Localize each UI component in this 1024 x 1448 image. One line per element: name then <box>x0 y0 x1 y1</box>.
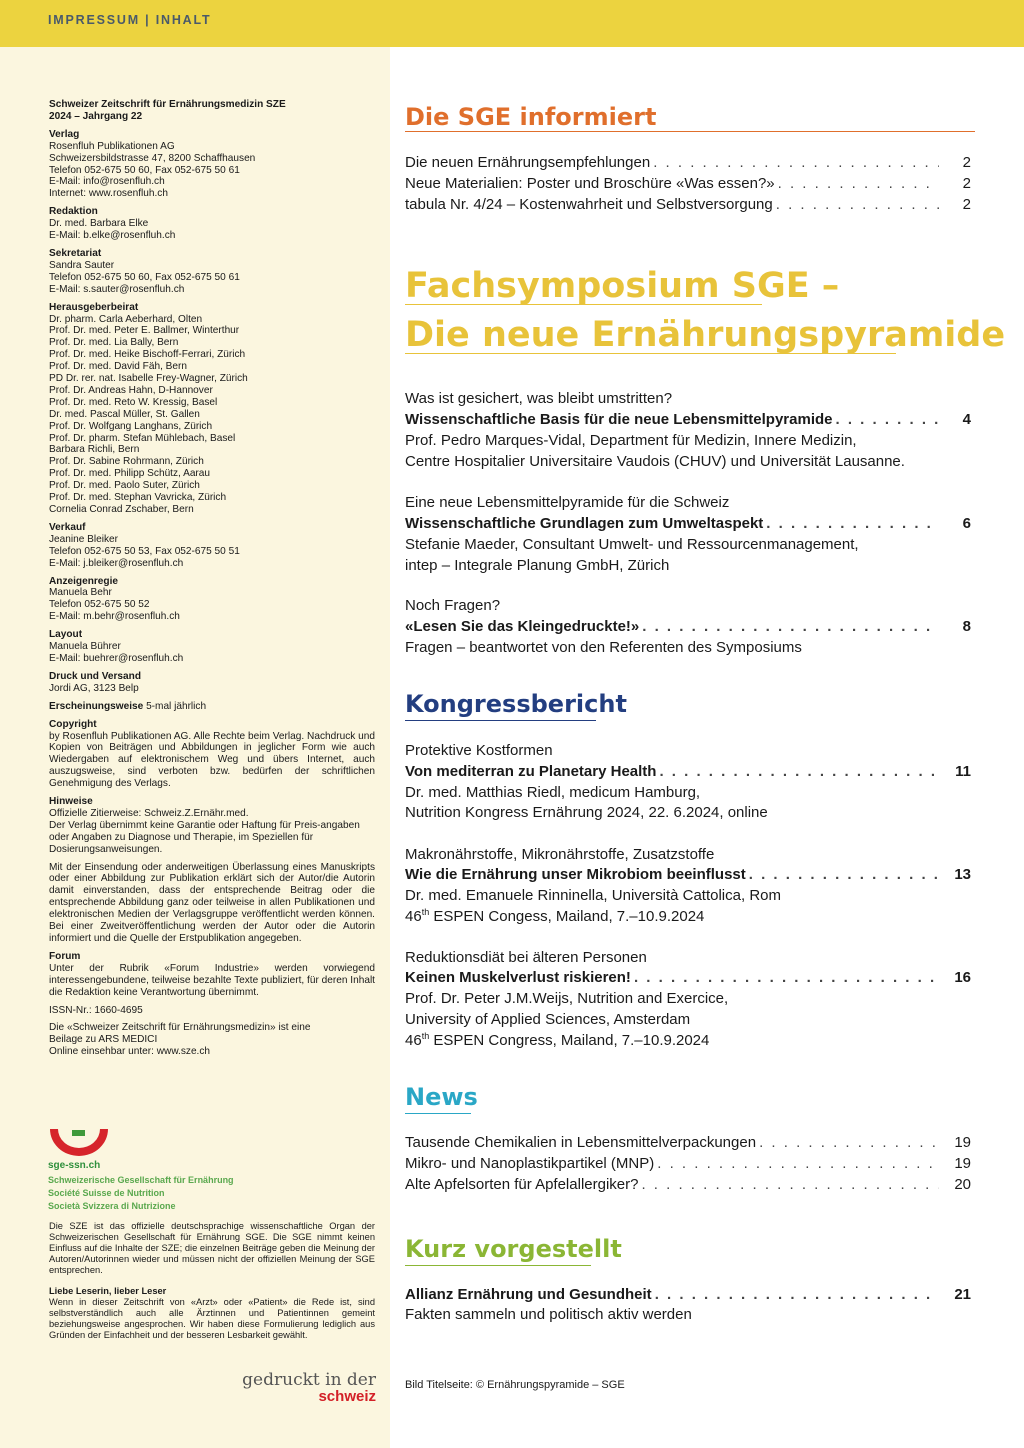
beirat-member: PD Dr. rer. nat. Isabelle Frey-Wagner, Zürich <box>49 373 248 385</box>
reader-heading: Liebe Leserin, lieber Leser <box>49 1286 167 1296</box>
reader-text: Wenn in dieser Zeitschrift von «Arzt» oder «Patient» die Rede ist, sind selbstverständlich auch alle Ärztinnen und Patientinnen gemeint beziehungsweise angesprochen. Wir haben diese Formulierung lediglich aus Gründen der Einfachheit und der besseren Lesbarkeit gewählt. <box>49 1297 375 1340</box>
toc-author: Centre Hospitalier Universitaire Vaudois (CHUV) und Universität Lausanne. <box>405 453 905 470</box>
hinweis-block: Hinweise Offizielle Zitierweise: Schweiz.Z.Ernähr.med. Der Verlag übernimmt keine Garantie oder Haftung für Preis-angaben oder Angaben zu Diagnose und Therapie, im Speziellen für Dosierungsanweisungen. Mit der Einsendung oder anderweitigen Überlassung eines Manuskripts oder einer Abbildung zur Publikation erklärt sich der Autor/die Autorin damit einverstanden, dass der entsprechende Beitrag oder die entsprechende Abbildung ganz oder teilweise in allen Publikationen und elektronischen Medien der Verlagsgruppe veröffentlicht werden können. Bei einer Zweitveröffentlichung werden der Autor oder die Autorin informiert und die Quelle der Erstpublikation angegeben. <box>49 796 375 944</box>
beirat-member: Prof. Dr. med. Philipp Schütz, Aarau <box>49 468 211 480</box>
toc-author: Prof. Dr. Peter J.M.Weijs, Nutrition and Exercice, <box>405 990 729 1007</box>
toc-author: Prof. Pedro Marques-Vidal, Department für Medizin, Innere Medizin, <box>405 432 857 449</box>
section-kurz-rule <box>405 1265 591 1266</box>
logo-brand: sge-ssn.ch <box>48 1160 101 1171</box>
symposium-title-line1: Fachsymposium SGE – <box>405 266 840 306</box>
section-news-title: News <box>405 1083 478 1111</box>
verlag-block: Verlag Rosenfluh Publikationen AG Schweizersbildstrasse 47, 8200 Schaffhausen Telefon 052-675 50 60, Fax 052-675 50 61 E-Mail: info@rosenfluh.ch Internet: www.rosenfluh.ch <box>49 128 256 200</box>
beirat-member: Prof. Dr. Andreas Hahn, D-Hannover <box>49 384 213 396</box>
beirat-member: Prof. Dr. med. David Fäh, Bern <box>49 361 188 373</box>
beirat-member: Cornelia Conrad Zschaber, Bern <box>49 504 194 515</box>
symposium-underline-1 <box>405 304 762 305</box>
toc-kicker: Noch Fragen? <box>405 597 501 614</box>
beirat-member: Prof. Dr. Sabine Rohrmann, Zürich <box>49 456 204 468</box>
toc-author: Fragen – beantwortet von den Referenten des Symposiums <box>405 639 802 656</box>
toc-event: 46th ESPEN Congress, Mailand, 7.–10.9.2024 <box>405 1031 710 1049</box>
toc-entry[interactable]: tabula Nr. 4/24 – Kostenwahrheit und Selbstversorgung . . . 2 <box>405 195 971 215</box>
verkauf-block: Verkauf Jeanine Bleiker Telefon 052-675 50 53, Fax 052-675 50 51 E-Mail: j.bleiker@rosenfluh.ch <box>49 521 240 569</box>
sge-logo-icon <box>48 1127 110 1159</box>
journal-name: Schweizer Zeitschrift für Ernährungsmedizin SZE <box>49 99 286 110</box>
toc-entry[interactable]: Von mediterran zu Planetary Health . . . 11 <box>405 762 971 782</box>
beirat-member: Prof. Dr. med. Peter E. Ballmer, Winterthur <box>49 325 240 337</box>
logo-org-it: Società Svizzera di Nutrizione <box>48 1201 176 1211</box>
toc-kicker: Makronährstoffe, Mikronährstoffe, Zusatzstoffe <box>405 846 715 863</box>
toc-event: 46th ESPEN Congess, Mailand, 7.–10.9.2024 <box>405 907 705 925</box>
logo-org-fr: Société Suisse de Nutrition <box>48 1188 165 1198</box>
header-label: IMPRESSUM | INHALT <box>48 13 212 27</box>
sge-logo <box>48 1127 278 1217</box>
layout-block: Layout Manuela Bührer E-Mail: buehrer@rosenfluh.ch <box>49 629 184 664</box>
symposium-title-line2: Die neue Ernährungspyramide <box>405 315 1006 355</box>
erscheinung-block: Erscheinungsweise 5-mal jährlich <box>49 700 207 712</box>
beirat-member: Barbara Richli, Bern <box>49 444 140 456</box>
beilage-block: Die «Schweizer Zeitschrift für Ernährungsmedizin» ist eine Beilage zu ARS MEDICI Online einsehbar unter: www.sze.ch <box>49 1022 311 1058</box>
section-news-rule <box>405 1113 471 1114</box>
toc-author: Stefanie Maeder, Consultant Umwelt- und Ressourcenmanagement, <box>405 536 859 553</box>
symposium-underline-2 <box>405 353 896 354</box>
toc-entry[interactable]: Wissenschaftliche Grundlagen zum Umweltaspekt . . . 6 <box>405 514 971 534</box>
legal-notes <box>49 1221 375 1341</box>
section-kongress-rule <box>405 720 596 721</box>
druck-block: Druck und Versand Jordi AG, 3123 Belp <box>49 670 141 694</box>
toc-entry[interactable]: Die neuen Ernährungsempfehlungen . . . 2 <box>405 153 971 173</box>
journal-year: 2024 – Jahrgang 22 <box>49 110 143 122</box>
section-sge-title: Die SGE informiert <box>405 103 657 131</box>
toc-entry[interactable]: Allianz Ernährung und Gesundheit . . . 21 <box>405 1285 971 1305</box>
toc-author: University of Applied Sciences, Amsterdam <box>405 1011 691 1028</box>
toc-author: Dr. med. Emanuele Rinninella, Università Cattolica, Rom <box>405 887 781 904</box>
section-kongress-title: Kongressbericht <box>405 690 627 718</box>
beirat-member: Prof. Dr. pharm. Stefan Mühlebach, Basel <box>49 432 236 444</box>
toc-kicker: Eine neue Lebensmittelpyramide für die Schweiz <box>405 494 730 511</box>
beirat-block: Herausgeberbeirat Dr. pharm. Carla Aeberhard, Olten Prof. Dr. med. Peter E. Ballmer, Winterthur Prof. Dr. med. Lia Bally, Bern Prof. Dr. med. Heike Bischoff-Ferrari, Zürich Prof. Dr. med. David Fäh, Bern PD Dr. rer. nat. Isabelle Frey-Wagner, Zürich Prof. Dr. Andreas Hahn, D-Hannover Prof. Dr. med. Reto W. Kressig, Basel Dr. med. Pascal Müller, St. Gallen Prof. Dr. Wolfgang Langhans, Zürich Prof. Dr. pharm. Stefan Mühlebach, Basel Barbara Richli, Bern Prof. Dr. Sabine Rohrmann, Zürich Prof. Dr. med. Philipp Schütz, Aarau Prof. Dr. med. Paolo Suter, Zürich Prof. Dr. med. Stephan Vavricka, Zürich Cornelia Conrad Zschaber, Bern <box>49 302 375 516</box>
beirat-member: Prof. Dr. med. Paolo Suter, Zürich <box>49 480 200 492</box>
issn: ISSN-Nr.: 1660-4695 <box>49 1004 143 1016</box>
toc-entry[interactable]: «Lesen Sie das Kleingedruckte!» . . . 8 <box>405 617 971 637</box>
toc-entry[interactable]: Keinen Muskelverlust riskieren! . . . 16 <box>405 968 971 988</box>
toc-entry[interactable]: Wissenschaftliche Basis für die neue Lebensmittelpyramide . . . 4 <box>405 410 971 430</box>
beirat-member: Prof. Dr. Wolfgang Langhans, Zürich <box>49 420 213 432</box>
toc-author: Dr. med. Matthias Riedl, medicum Hamburg, <box>405 784 701 801</box>
toc-author: Nutrition Kongress Ernährung 2024, 22. 6.2024, online <box>405 804 768 821</box>
beirat-member: Prof. Dr. med. Heike Bischoff-Ferrari, Zürich <box>49 349 246 361</box>
beirat-member: Dr. pharm. Carla Aeberhard, Olten <box>49 313 203 325</box>
toc-entry[interactable]: Tausende Chemikalien in Lebensmittelverpackungen . . . 19 <box>405 1133 971 1153</box>
beirat-member: Dr. med. Pascal Müller, St. Gallen <box>49 408 200 420</box>
toc-kicker: Protektive Kostformen <box>405 742 553 759</box>
redaktion-block: Redaktion Dr. med. Barbara Elke E-Mail: b.elke@rosenfluh.ch <box>49 206 176 242</box>
section-kurz-title: Kurz vorgestellt <box>405 1235 622 1263</box>
toc-author: intep – Integrale Planung GmbH, Zürich <box>405 557 670 574</box>
toc-entry[interactable]: Neue Materialien: Poster und Broschüre «Was essen?» . . . 2 <box>405 174 971 194</box>
logo-org-de: Schweizerische Gesellschaft für Ernährung <box>48 1175 234 1185</box>
impressum <box>49 99 375 1064</box>
beirat-member: Prof. Dr. med. Stephan Vavricka, Zürich <box>49 492 227 504</box>
section-sge-rule <box>405 131 975 132</box>
copyright-block: Copyright by Rosenfluh Publikationen AG. Alle Rechte beim Verlag. Nachdruck und Kopien von Beiträgen und Abbildungen in jeglicher Form wie auch Wiedergaben auf elektronischem Weg und übers Internet, auch auszugsweise, sind verboten bzw. bedürfen der schriftlichen Genehmigung des Verlags. <box>49 718 375 790</box>
toc-entry[interactable]: Wie die Ernährung unser Mikrobiom beeinflusst . . . 13 <box>405 865 971 885</box>
beirat-member: Prof. Dr. med. Lia Bally, Bern <box>49 337 179 349</box>
toc-author: Fakten sammeln und politisch aktiv werden <box>405 1306 692 1323</box>
beirat-member: Prof. Dr. med. Reto W. Kressig, Basel <box>49 396 218 408</box>
toc-entry[interactable]: Mikro- und Nanoplastikpartikel (MNP) . . . 19 <box>405 1154 971 1174</box>
printed-in-switzerland: gedruckt in der schweiz <box>242 1370 376 1405</box>
toc-kicker: Was ist gesichert, was bleibt umstritten? <box>405 390 673 407</box>
organ-text: Die SZE ist das offizielle deutschsprachige wissenschaftliche Organ der Schweizerischen Gesellschaft für Ernährung SGE. Die SGE nimmt keinen Einfluss auf die Inhalte der SZE; die einzelnen Beiträge geben die Meinung der Autoren/Autorinnen wieder und müssen nicht der offiziellen Meinung der SGE entsprechen. <box>49 1221 375 1275</box>
header-bar <box>0 0 1024 47</box>
cover-credit: Bild Titelseite: © Ernährungspyramide – SGE <box>405 1379 625 1391</box>
toc-kicker: Reduktionsdiät bei älteren Personen <box>405 949 647 966</box>
sekretariat-block: Sekretariat Sandra Sauter Telefon 052-675 50 60, Fax 052-675 50 61 E-Mail: s.sauter@rosenfluh.ch <box>49 247 240 295</box>
forum-block: Forum Unter der Rubrik «Forum Industrie» werden vorwiegend interessengebundene, teilweise bezahlte Texte publiziert, für deren Inhalt die Redaktion keine Verantwortung übernimmt. <box>49 950 375 998</box>
anzeigen-block: Anzeigenregie Manuela Behr Telefon 052-675 50 52 E-Mail: m.behr@rosenfluh.ch <box>49 575 180 623</box>
toc-entry[interactable]: Alte Apfelsorten für Apfelallergiker? . . . 20 <box>405 1175 971 1195</box>
